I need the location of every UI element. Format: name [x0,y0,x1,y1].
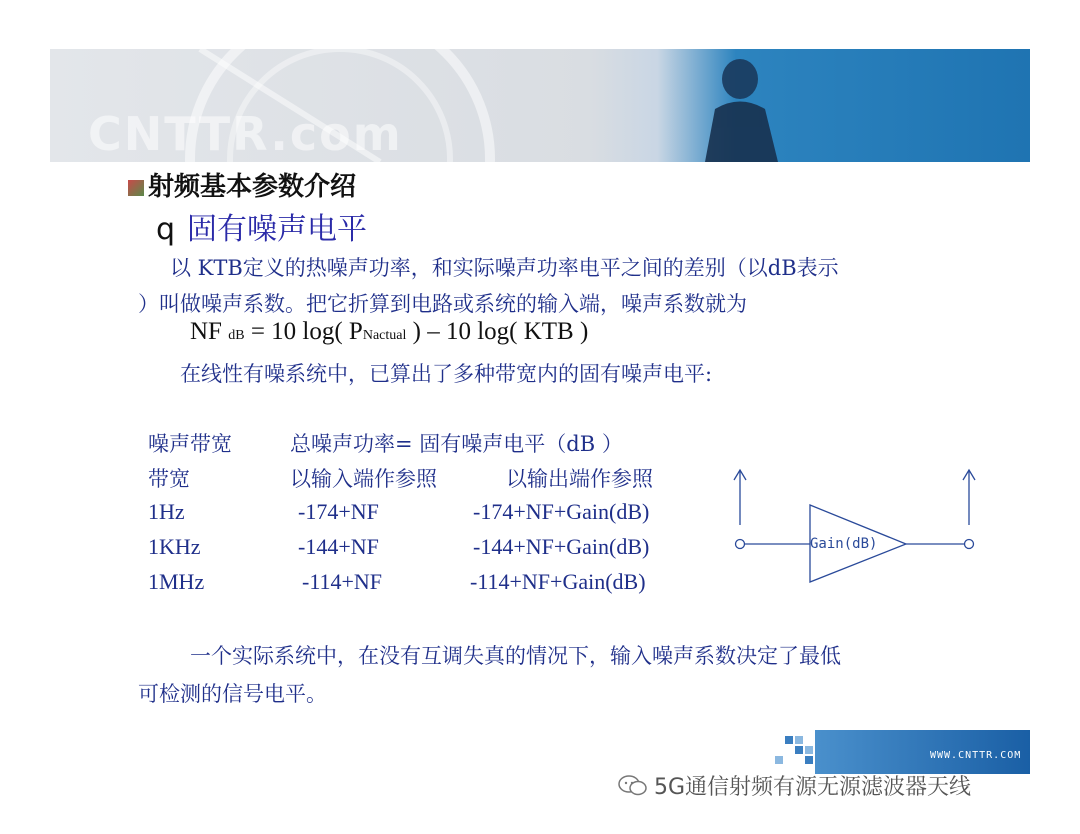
intro-line-1: 以 KTB定义的热噪声功率，和实际噪声功率电平之间的差别（以dB表示 [170,256,839,280]
conclusion-line-1: 一个实际系统中，在没有互调失真的情况下，输入噪声系数决定了最低 [190,644,841,668]
table-header-2 [148,463,653,493]
intro-line-2: ）叫做噪声系数。把它折算到电路或系统的输入端，噪声系数就为 [138,292,747,316]
formula-p-subscript: Nactual [362,328,407,343]
row-input-ref: -114+NF [302,569,383,594]
table-row [148,499,650,525]
input-node [736,540,745,549]
linear-system-line: 在线性有噪系统中，已算出了多种带宽内的固有噪声电平: [180,362,713,386]
subtitle-bullet: q [156,212,176,247]
row-input-ref: -174+NF [298,499,379,524]
formula-nf: NF [190,318,222,345]
person-silhouette-image [705,59,778,162]
bullet-icon [128,180,144,196]
formula-nf-subscript: dB [228,328,245,343]
wechat-watermark [618,770,971,801]
row-output-ref: -174+NF+Gain(dB) [473,499,650,524]
row-bandwidth: 1KHz [148,534,201,559]
row-bandwidth: 1Hz [148,499,185,524]
row-bandwidth: 1MHz [148,569,205,594]
header-output-ref: 以输出端作参照 [506,467,653,491]
header-bandwidth: 带宽 [148,467,190,491]
gain-label: Gain(dB) [810,536,878,552]
row-output-ref: -114+NF+Gain(dB) [470,569,646,594]
wechat-account-name: 5G通信射频有源无源滤波器天线 [654,775,972,800]
conclusion-line-2: 可检测的信号电平。 [138,682,327,706]
formula-middle: = 10 log( P [250,318,363,345]
header-total-noise-power: 总噪声功率= 固有噪声电平（dB ） [290,432,623,456]
row-output-ref: -144+NF+Gain(dB) [473,534,650,559]
title-text: 射频基本参数介绍 [148,172,357,202]
header-input-ref: 以输入端作参照 [290,467,437,491]
table-header-1 [148,428,623,458]
subtitle-text: 固有噪声电平 [187,212,368,247]
header-banner [50,49,1030,162]
section-heading [156,204,367,248]
footer-url: WWW.CNTTR.COM [930,750,1022,761]
amplifier-diagram [724,460,994,595]
table-row [148,534,650,560]
formula-end: ) – 10 log( KTB ) [412,318,589,345]
wechat-icon [618,775,648,797]
page-title [128,166,356,203]
header-noise-bandwidth: 噪声带宽 [148,432,232,456]
watermark-logo: CNTTR.com [88,107,403,161]
noise-figure-formula [190,318,588,346]
table-row [148,569,646,595]
output-node [965,540,974,549]
row-input-ref: -144+NF [298,534,379,559]
